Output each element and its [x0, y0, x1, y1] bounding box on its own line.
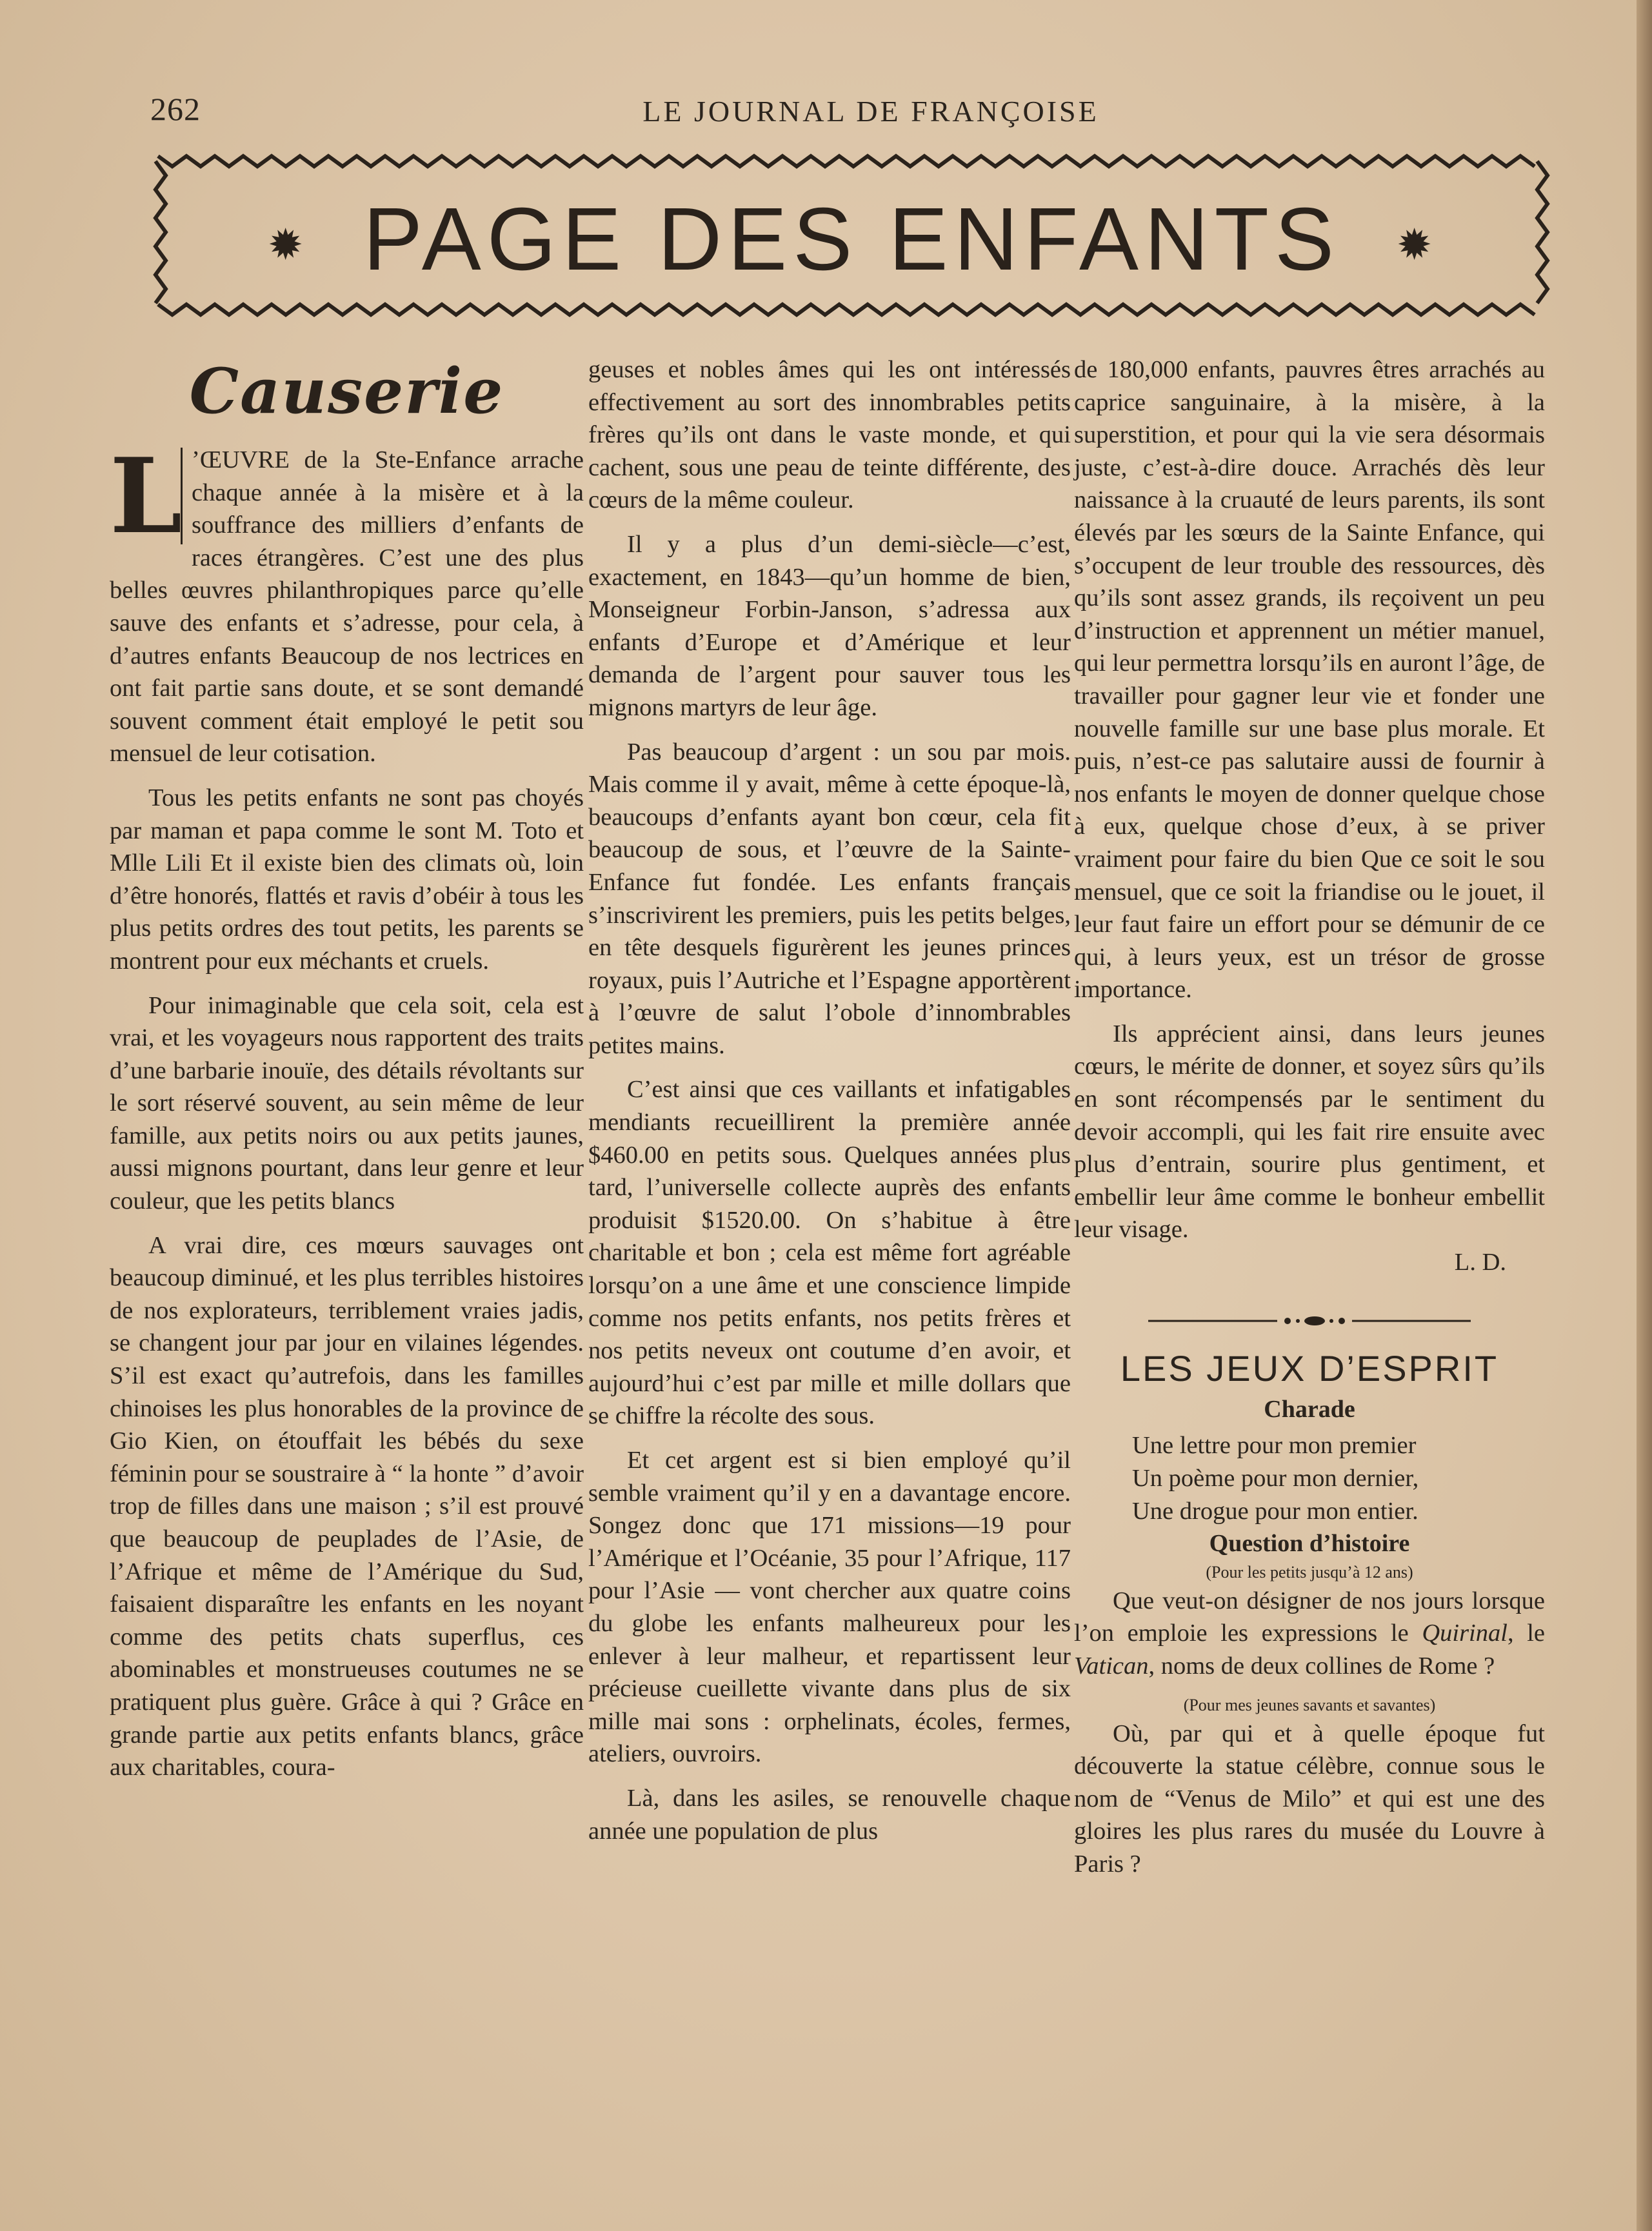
drop-cap: L — [110, 435, 183, 557]
sun-ornament-icon: ✹ — [268, 222, 304, 269]
paragraph: A vrai dire, ces mœurs sauvages ont beaucoup diminué, et les plus terribles histoires de nos explorateurs, terriblement vraies jadis, se changent jour par jour en vilaines légendes. S’il est exact qu’autrefois, dans les familles chinoises les plus honorables de la province de Gio Kien, on étouffait les bébés du sexe féminin pour se soustraire à “ la honte ” d’avoir trop de filles dans une maison ; s’il est prouvé que beaucoup de peuplades de l’Asie, de l’Afrique et même de l’Amérique du Sud, faisaient disparaître les enfants en les noyant comme des petits chats superflus, ces abominables et monstrueuses coutumes ne se pratiquent plus guère. Grâce à qui ? Grâce en grande partie aux petits enfants blancs, grâce aux charitables, coura- — [110, 1231, 584, 1781]
question-text: , le — [1507, 1620, 1545, 1647]
page-edge — [1637, 0, 1652, 2231]
games-title: LES JEUX D’ESPRIT — [1120, 1348, 1499, 1389]
term-quirinal: Quirinal — [1422, 1620, 1508, 1647]
paragraph: Et cet argent est si bien employé qu’il semble vraiment qu’il y en a davantage encore. Songez donc que 171 missions—19 pour l’Amérique et l’Océanie, 35 pour l’Afrique, 117 pour l’Asie — vont chercher aux quatre coins du globe les enfants malheureux pour les enlever à leur malheur, et repartissent leur précieuse cueillette vivante dans plus de six mille mai sons : orphelinats, écoles, fermes, ateliers, ouvroirs. — [588, 1447, 1071, 1768]
paragraph: Pour inimaginable que cela soit, cela est vrai, et les voyageurs nous rapportent des traits d’une barbarie inouïe, des détails révoltants sur le sort réservé souvent, au sein même de leur famille, aux petits noirs ou aux petits jaunes, aussi mignons pourtant, dans leur genre et leur couleur, que les petits blancs — [110, 991, 584, 1215]
article-column-left — [110, 353, 584, 1784]
article-opening — [110, 435, 584, 770]
page-title: PAGE DES ENFANTS — [363, 190, 1340, 289]
paragraph: Il y a plus d’un demi-siècle—c’est, exactement, en 1843—qu’un homme de bien, Monseigneur Forbin-Janson, s’adressa aux enfants d’Europe et d’Amérique et leur demanda de l’argent pour sauver tous les mignons martyrs de leur âge. — [588, 530, 1071, 721]
paragraph: ’ŒUVRE de la Ste-Enfance arrache chaque année à la misère et à la souffrance des milliers d’enfants de races étrangères. C’est une des plus belles œuvres philanthropiques parce qu’elle sauve des enfants et s’adresse, pour cela, à d’autres enfants Beaucoup de nos lectrices en ont fait partie sans doute, et se sont demandé souvent comment était employé le petit sou mensuel de leur cotisation. — [110, 446, 584, 768]
page-number: 262 — [150, 91, 201, 127]
history-question-2: Où, par qui et à quelle époque fut découverte la statue célèbre, connue sous le nom de “Venus de Milo” et qui est une des gloires les plus rares du musée du Louvre à Paris ? — [1074, 1720, 1545, 1878]
question-text: , noms de deux collines de Rome ? — [1148, 1652, 1495, 1680]
paragraph: C’est ainsi que ces vaillants et infatigables mendiants recueillirent la première année $460.00 en petits sous. Quelques années plus tard, l’universelle collecte auprès des enfants produisit $1520.00. On s’habitue à être charitable et bon ; cela est même fort agréable lorsqu’on a une âme et une conscience limpide comme nos petits enfants, nos petits frères et nos petits neveux ont coutume d’en avoir, et aujourd’hui c’est par mille et mille dollars que se chiffre la récolte des sous. — [588, 1076, 1071, 1430]
history-question — [1074, 1585, 1545, 1683]
article-column-middle — [588, 353, 1071, 1847]
charade-line: Une drogue pour mon entier. — [1132, 1497, 1418, 1525]
divider-rule-icon — [1142, 1313, 1477, 1329]
paragraph: Là, dans les asiles, se renouvelle chaque année une population de plus — [588, 1784, 1071, 1845]
running-title: LE JOURNAL DE FRANÇOISE — [642, 95, 1099, 128]
sun-ornament-icon: ✹ — [1397, 222, 1433, 269]
article-title: Causerie — [189, 355, 504, 428]
signature: L. D. — [1454, 1249, 1506, 1276]
paragraph: de 180,000 enfants, pauvres êtres arrachés au caprice sanguinaire, à la misère, à la superstition, et pour qui la vie sera désormais juste, c’est-à-dire douce. Arrachés dès leur naissance à la cruauté de leurs parents, ils sont élevés par les sœurs de la Sainte Enfance, qui s’occupent de leur trouble des ressources, dès qu’ils sont assez grands, ils reçoivent un peu d’instruction et apprennent un métier manuel, qui leur permettra lorsqu’ils en auront l’âge, de travailler pour gagner leur vie et fonder une nouvelle famille sur une base plus morale. Et puis, n’est-ce pas salutaire aussi de fournir à nos enfants le moyen de donner quelque chose à eux, quelque chose d’eux, à se priver vraiment pour faire du bien Que ce soit le sou mensuel, que ce soit la friandise ou le jouet, il leur faut faire un effort pour se démunir de ce qui, à leurs yeux, est un trésor de grosse importance. — [1074, 356, 1545, 1004]
paragraph: Pas beaucoup d’argent : un sou par mois. Mais comme il y avait, même à cette époque-là, beaucoups d’enfants ayant bon cœur, cela fit beaucoup de sous, et l’œuvre de la Sainte-Enfance fut fondée. Les enfants français s’inscrivirent les premiers, puis les petits belges, en tête desquels figurèrent les jeunes princes royaux, puis l’Autriche et l’Espagne apportèrent à l’œuvre de salut l’obole d’innombrables petites mains. — [588, 738, 1071, 1059]
paragraph: Ils apprécient ainsi, dans leurs jeunes cœurs, le mérite de donner, et soyez sûrs qu’ils en sont récompensés par le sentiment du devoir accompli, qui les fait rire ensuite avec plus d’entrain, sourire plus gentiment, et embellir leur âme comme le bonheur embellit leur visage. — [1074, 1020, 1545, 1244]
section-banner — [152, 148, 1551, 322]
article-column-right — [1074, 353, 1545, 1881]
charade-title: Charade — [1264, 1395, 1355, 1423]
charade-line: Une lettre pour mon premier — [1132, 1432, 1417, 1460]
question-text: Que veut-on désigner de nos jours lorsque l’on emploie les expressions le — [1074, 1587, 1545, 1647]
charade-line: Un poème pour mon dernier, — [1132, 1465, 1419, 1492]
savants-note: (Pour mes jeunes savants et savantes) — [1183, 1695, 1436, 1714]
paragraph: geuses et nobles âmes qui les ont intéressés effectivement au sort des innombrables petits frères qu’ils ont dans le vaste monde, et qui cachent, sous une peau de teinte différente, des cœurs de la même couleur. — [588, 356, 1071, 514]
ornamental-divider — [1074, 1305, 1545, 1338]
history-age-note: (Pour les petits jusqu’à 12 ans) — [1206, 1562, 1413, 1582]
paragraph: Tous les petits enfants ne sont pas choyés par maman et papa comme le sont M. Toto et Mlle Lili Et il existe bien des climats où, loin d’être honorés, flattés et ravis d’obéir à tous les plus petits ordres des tout petits, les parents se montrent pour eux méchants et cruels. — [110, 784, 584, 975]
term-vatican: Vatican — [1074, 1652, 1149, 1680]
history-question-title: Question d’histoire — [1209, 1530, 1410, 1558]
